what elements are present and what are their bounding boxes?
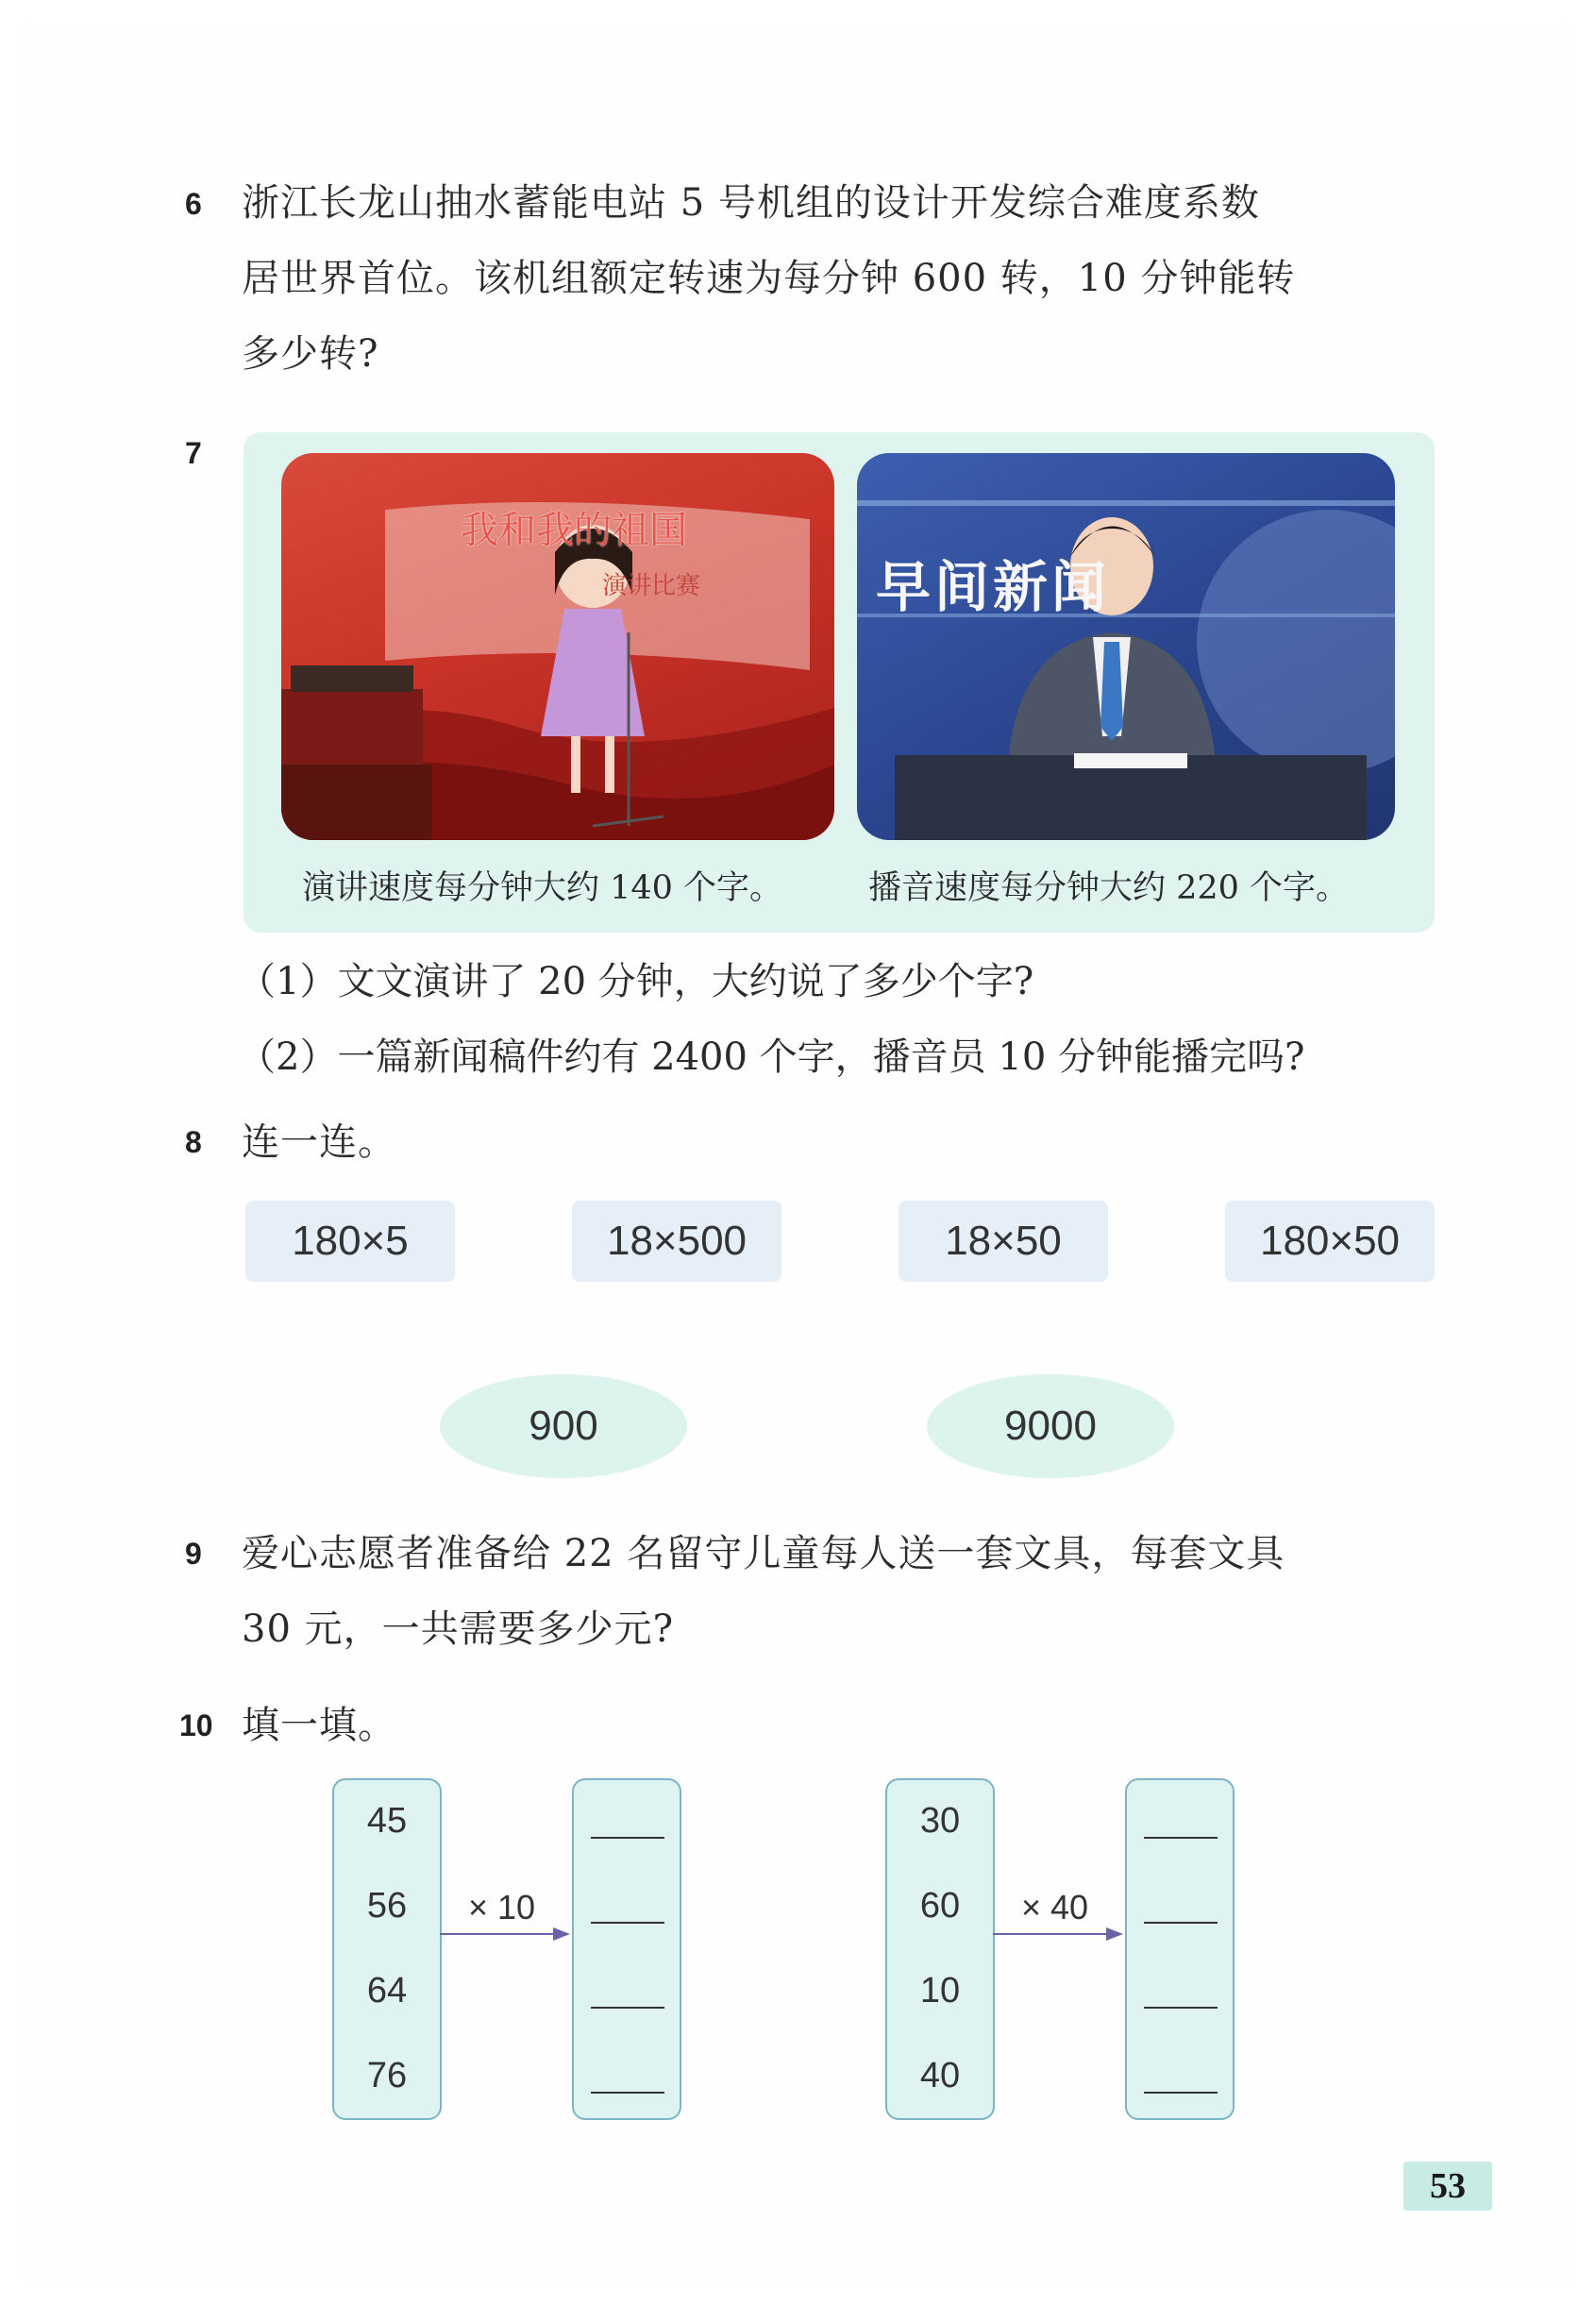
answer-blank[interactable]	[591, 2092, 664, 2094]
multiplier-label: × 10	[468, 1888, 536, 1926]
news-screen-title: 早间新闻	[876, 555, 1111, 619]
answer-blank[interactable]	[591, 2007, 664, 2009]
speech-speed-caption: 演讲速度每分钟大约 140 个字。	[302, 869, 783, 907]
input-number: 40	[919, 2056, 961, 2095]
question-9-number: 9	[185, 1537, 202, 1571]
question-7-sub-2: （2）一篇新闻稿件约有 2400 个字，播音员 10 分钟能播完吗?	[238, 1035, 1305, 1079]
input-number: 10	[919, 1971, 961, 2011]
question-8-title: 连一连。	[242, 1120, 396, 1164]
expression-card[interactable]: 18×50	[899, 1201, 1108, 1282]
question-6-number: 6	[185, 187, 202, 221]
answer-blank[interactable]	[591, 1837, 664, 1839]
question-9-text	[242, 1516, 1285, 1667]
question-10-number: 10	[179, 1708, 213, 1742]
input-number: 30	[919, 1801, 961, 1841]
answer-blank[interactable]	[1144, 2092, 1218, 2094]
output-column-left	[572, 1778, 681, 2120]
answer-oval[interactable]: 9000	[927, 1374, 1174, 1478]
question-7-sub-1: （1）文文演讲了 20 分钟，大约说了多少个字?	[238, 960, 1034, 1003]
input-column-left	[332, 1778, 442, 2120]
question-6-line: 浙江长龙山抽水蓄能电站 5 号机组的设计开发综合难度系数	[242, 181, 1260, 225]
input-number: 45	[366, 1801, 408, 1841]
input-number: 76	[366, 2056, 408, 2095]
output-column-right	[1125, 1778, 1235, 2120]
answer-blank[interactable]	[1144, 2007, 1218, 2009]
input-number: 64	[366, 1971, 408, 2011]
answer-oval[interactable]: 900	[440, 1374, 687, 1478]
question-7-number: 7	[185, 436, 202, 470]
input-column-right	[885, 1778, 995, 2120]
page-number: 53	[1403, 2162, 1492, 2211]
question-10-title: 填一填。	[242, 1704, 396, 1747]
speech-banner-title: 我和我的祖国	[461, 509, 687, 552]
expression-card[interactable]: 18×500	[572, 1201, 781, 1282]
speech-banner-subtitle: 演讲比赛	[602, 572, 701, 600]
question-9-line: 爱心志愿者准备给 22 名留守儿童每人送一套文具，每套文具	[242, 1532, 1285, 1575]
question-6-line: 多少转?	[242, 332, 379, 376]
question-8-number: 8	[185, 1125, 202, 1159]
multiplier-label: × 40	[1021, 1888, 1089, 1926]
answer-blank[interactable]	[1144, 1837, 1218, 1839]
morning-news-illustration	[857, 453, 1395, 840]
input-number: 60	[919, 1886, 961, 1926]
question-9-line: 30 元，一共需要多少元?	[242, 1607, 675, 1651]
question-7-panel	[244, 432, 1435, 933]
question-6-line: 居世界首位。该机组额定转速为每分钟 600 转，10 分钟能转	[242, 257, 1296, 300]
expression-card[interactable]: 180×50	[1225, 1201, 1435, 1282]
speech-contest-illustration	[281, 453, 834, 840]
answer-blank[interactable]	[1144, 1922, 1218, 1924]
expression-card[interactable]: 180×5	[245, 1201, 455, 1282]
answer-blank[interactable]	[591, 1922, 664, 1924]
broadcast-speed-caption: 播音速度每分钟大约 220 个字。	[868, 869, 1350, 907]
news-anchor-drawing	[857, 453, 1395, 840]
question-6-text	[242, 165, 1295, 392]
input-number: 56	[366, 1886, 408, 1926]
